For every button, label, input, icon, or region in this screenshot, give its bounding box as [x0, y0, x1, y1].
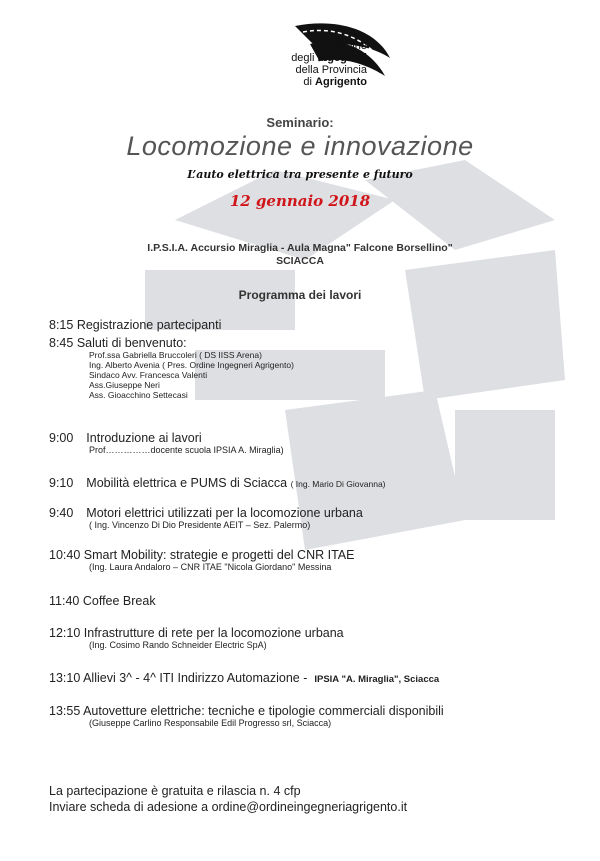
agenda-item-smart-mobility	[49, 548, 589, 573]
agenda-time: 9:00	[49, 431, 74, 445]
speaker: Ing. Alberto Avenia ( Pres. Ordine Ingegneri Agrigento)	[89, 360, 294, 370]
seminar-label: Seminario:	[266, 115, 334, 130]
venue-line-1: I.P.S.I.A. Accursio Miraglia - Aula Magna" Falcone Borsellino"	[147, 242, 453, 254]
agenda-note: ( Ing. Mario Di Giovanna)	[290, 479, 386, 489]
page-subtitle: L’auto elettrica tra presente e futuro	[187, 168, 413, 181]
agenda-note: (Ing. Laura Andaloro – CNR ITAE "Nicola Giordano" Messina	[89, 562, 332, 572]
footer-line-2: Inviare scheda di adesione a ordine@ordineingegneriagrigento.it	[49, 800, 408, 814]
agenda-note: ( Ing. Vincenzo Di Dio Presidente AEIT – Sez. Palermo)	[89, 520, 311, 530]
agenda-time: 10:40	[49, 548, 81, 562]
agenda-text: Allievi 3^ - 4^ ITI Indirizzo Automazione -	[83, 671, 308, 685]
agenda-time: 8:15	[49, 318, 74, 332]
agenda-item-cars	[49, 704, 589, 729]
venue	[0, 242, 600, 268]
agenda-time: 9:40	[49, 506, 74, 520]
agenda-note: (Ing. Cosimo Rando Schneider Electric SpA)	[89, 640, 267, 650]
agenda-item-motors	[49, 506, 589, 531]
agenda-time: 11:40	[49, 594, 80, 608]
agenda-note: Prof……………docente scuola IPSIA A. Miraglia)	[89, 445, 284, 455]
agenda-text: Coffee Break	[82, 594, 156, 608]
event-date: 12 gennaio 2018	[229, 192, 371, 210]
speaker: Ass. Gioacchino Settecasi	[89, 390, 188, 400]
speaker: Ass.Giuseppe Neri	[89, 380, 160, 390]
venue-line-2: SCIACCA	[276, 255, 324, 267]
page-title: Locomozione e innovazione	[126, 131, 474, 161]
agenda-item-welcome	[49, 336, 589, 400]
agenda-item-infrastructure	[49, 626, 589, 651]
logo-line-4-prefix: di	[303, 76, 316, 88]
agenda-text: Saluti di benvenuto:	[76, 336, 187, 350]
speaker: Prof.ssa Gabriella Bruccoleri ( DS IISS Arena)	[89, 350, 262, 360]
agenda-item-pums	[49, 476, 589, 490]
agenda-time: 8:45	[49, 336, 74, 350]
logo-line-2-bold: Ingegneri	[317, 52, 367, 64]
agenda-text: Mobilità elettrica e PUMS di Sciacca	[86, 476, 288, 490]
agenda-note: (Giuseppe Carlino Responsabile Edil Progresso srl, Sciacca)	[89, 718, 332, 728]
speaker: Sindaco Avv. Francesca Valenti	[89, 370, 208, 380]
logo-text	[225, 40, 367, 88]
agenda-text: Registrazione partecipanti	[76, 318, 222, 332]
logo-line-3: della Provincia	[295, 64, 367, 76]
agenda-text: Introduzione ai lavori	[86, 431, 202, 445]
agenda-time: 13:55	[49, 704, 81, 718]
agenda-text: Smart Mobility: strategie e progetti del CNR ITAE	[83, 548, 355, 562]
agenda-item-students	[49, 671, 589, 685]
agenda-text: Autovetture elettriche: tecniche e tipologie commerciali disponibili	[83, 704, 444, 718]
agenda-time: 13:10	[49, 671, 81, 685]
agenda-time: 9:10	[49, 476, 74, 490]
agenda-item-coffee	[49, 594, 589, 608]
footer-line-1: La partecipazione è gratuita e rilascia n. 4 cfp	[49, 784, 301, 798]
logo-line-2-prefix: degli	[291, 52, 318, 64]
agenda-note: IPSIA "A. Miraglia", Sciacca	[314, 674, 440, 685]
agenda-item-registration	[49, 318, 589, 332]
logo-line-4	[225, 76, 367, 88]
agenda-text: Infrastrutture di rete per la locomozione urbana	[83, 626, 344, 640]
agenda-text: Motori elettrici utilizzati per la locomozione urbana	[86, 506, 363, 520]
agenda-item-intro	[49, 431, 589, 456]
logo-line-1: Ordine	[333, 40, 367, 52]
footer	[49, 783, 407, 815]
logo-line-2	[225, 52, 367, 64]
logo-line-4-bold: Agrigento	[315, 76, 367, 88]
program-heading: Programma dei lavori	[238, 288, 362, 302]
agenda-time: 12:10	[49, 626, 81, 640]
ordine-ingegneri-logo	[225, 18, 395, 98]
